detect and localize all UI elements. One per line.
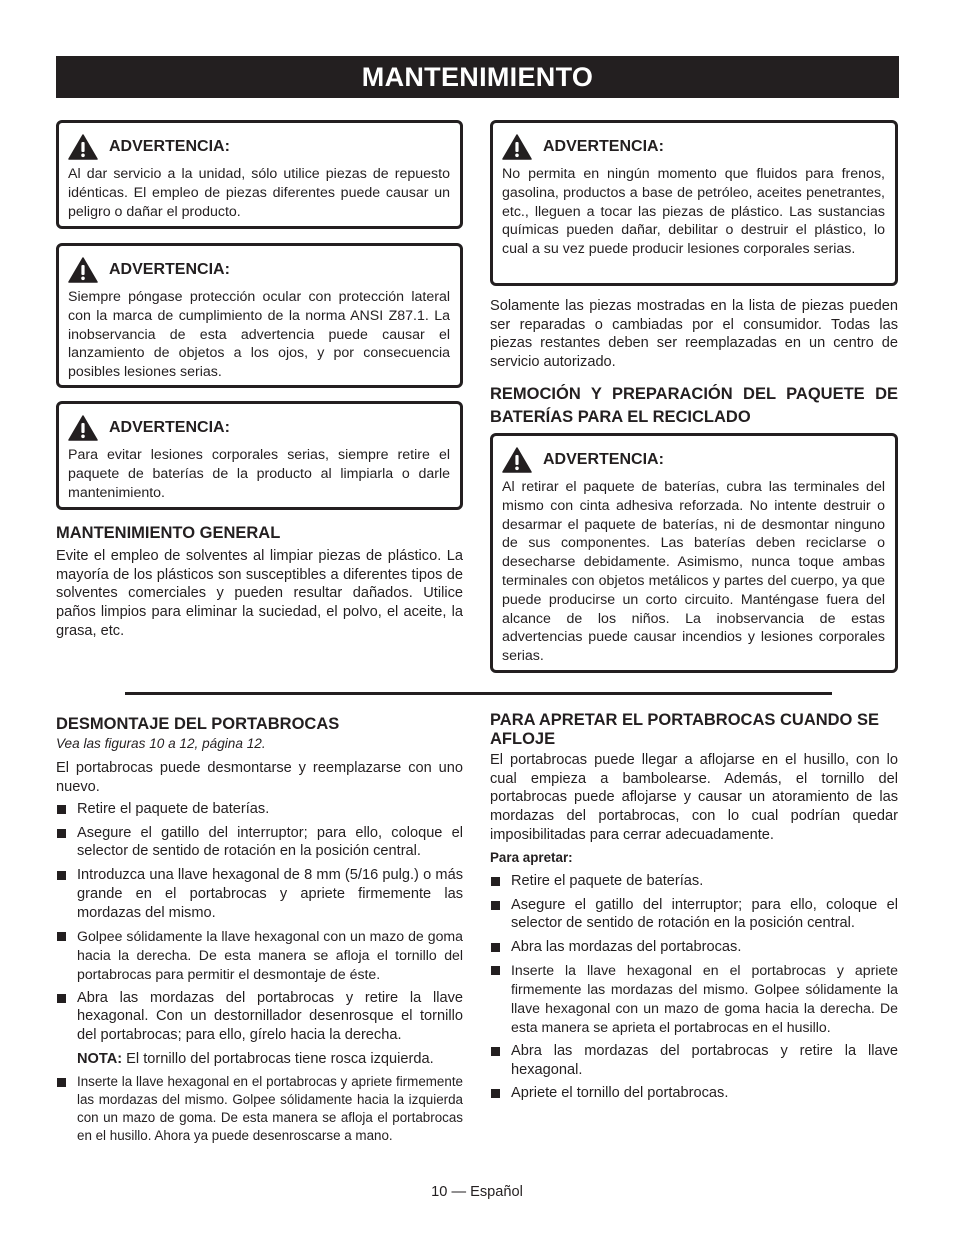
note-label: NOTA: — [77, 1050, 123, 1067]
list-item: Inserte la llave hexagonal en el portabrocas y apriete firmemente las mordazas del mismo. Golpee sólidamente hacia la izquierda con un mazo de goma. De esta manera se afloja el portabrocas en el husillo. Ahora ya puede desenroscarse a mano. — [56, 1073, 463, 1145]
page-title: MANTENIMIENTO — [56, 56, 899, 98]
list-item: Introduzca una llave hexagonal de 8 mm (5/16 pulg.) o más grande en el portabrocas y apriete firmemente las mordazas del mismo. — [56, 866, 463, 923]
warning-triangle-icon — [502, 447, 532, 473]
list-item: Inserte la llave hexagonal en el portabrocas y apriete firmemente las mordazas del mismo. Golpee sólidamente la llave hexagonal con un mazo de goma hacia la derecha. De esta manera se aprieta el portabrocas en el husillo. — [490, 961, 898, 1037]
warning-label: ADVERTENCIA: — [109, 138, 230, 155]
warning-box-remove-battery — [56, 401, 463, 510]
replaceable-parts-text: Solamente las piezas mostradas en la lista de piezas pueden ser reparadas o cambiadas por el consumidor. Todas las piezas restantes deben ser reemplazadas en un centro de servicio autorizado. — [490, 298, 898, 370]
chuck-removal-heading: DESMONTAJE DEL PORTABROCAS — [56, 715, 340, 733]
warning-header — [502, 133, 885, 161]
chuck-removal-intro: El portabrocas puede desmontarse y reemplazarse con uno nuevo. — [56, 760, 463, 795]
list-item: Abra las mordazas del portabrocas. — [490, 938, 898, 957]
note-item — [56, 1050, 463, 1069]
warning-text: Al retirar el paquete de baterías, cubra las terminales del mismo con cinta adhesiva reforzada. No intente destruir o desarmar el paquete de baterías, ni de desmontar ninguno de sus componentes. Las baterías deben reciclarse o desecharse debidamente. Asimismo, nunca toque ambas terminales con objetos metálicos y partes del cuerpo, ya que puede producirse un corto circuito. Manténgase fuera del alcance de los niños. La inobservancia de estas advertencias puede causar incendios y lesiones corporales serias. — [502, 479, 885, 665]
warning-header — [68, 414, 450, 442]
warning-box-eye-protection — [56, 243, 463, 388]
warning-label: ADVERTENCIA: — [109, 261, 230, 278]
list-item: Abra las mordazas del portabrocas y retire la llave hexagonal. — [490, 1042, 898, 1080]
section-divider — [125, 692, 832, 695]
battery-recycling-heading: REMOCIÓN Y PREPARACIÓN DEL PAQUETE DE BATERÍAS PARA EL RECICLADO — [490, 385, 898, 426]
warning-text: Siempre póngase protección ocular con protección lateral con la marca de cumplimiento de la norma ANSI Z87.1. La inobservancia de esta advertencia puede causar el lanzamiento de objetos a los ojos, y por consecuencia posibles lesiones serias. — [68, 289, 450, 381]
page-footer: 10 — Español — [431, 1184, 523, 1200]
warning-label: ADVERTENCIA: — [543, 451, 664, 468]
list-item: Retire el paquete de baterías. — [56, 800, 463, 819]
list-item: Abra las mordazas del portabrocas y retire la llave hexagonal. Con un destornillador desenrosque el tornillo del portabrocas; para ello, gírelo hacia la derecha. — [56, 989, 463, 1046]
figure-reference: Vea las figuras 10 a 12, página 12. — [56, 736, 266, 751]
tighten-subheading: Para apretar: — [490, 850, 573, 865]
general-maintenance-heading: MANTENIMIENTO GENERAL — [56, 524, 281, 542]
warning-box-replacement-parts — [56, 120, 463, 229]
warning-box-fluids — [490, 120, 898, 286]
chuck-tighten-steps — [490, 872, 898, 1108]
warning-label: ADVERTENCIA: — [543, 138, 664, 155]
list-item: Asegure el gatillo del interruptor; para ello, coloque el selector de sentido de rotación en la posición central. — [490, 896, 898, 934]
warning-text: No permita en ningún momento que fluidos para frenos, gasolina, productos a base de petróleo, aceites penetrantes, etc., lleguen a tocar las piezas de plástico. Las sustancias químicas pueden dañar, debilitar o destruir el plástico, lo cual a su vez puede producir lesiones corporales serias. — [502, 166, 885, 258]
general-maintenance-text: Evite el empleo de solventes al limpiar piezas de plástico. La mayoría de los plásticos son susceptibles a diferentes tipos de solventes comerciales y pueden resultar dañados. Utilice paños limpios para eliminar la suciedad, el polvo, el aceite, la grasa, etc. — [56, 548, 463, 639]
warning-triangle-icon — [68, 134, 98, 160]
chuck-removal-steps — [56, 800, 463, 1150]
note-text: El tornillo del portabrocas tiene rosca izquierda. — [122, 1050, 434, 1067]
warning-text: Para evitar lesiones corporales serias, siempre retire el paquete de baterías de la producto al limpiarla o darle mantenimiento. — [68, 447, 450, 501]
warning-triangle-icon — [68, 257, 98, 283]
warning-box-battery-recycling — [490, 433, 898, 673]
warning-label: ADVERTENCIA: — [109, 419, 230, 436]
list-item: Golpee sólidamente la llave hexagonal con un mazo de goma hacia la derecha. De esta manera se afloja el tornillo del portabrocas para permitir el desmontaje de éste. — [56, 927, 463, 984]
warning-header — [68, 133, 450, 161]
warning-text: Al dar servicio a la unidad, sólo utilice piezas de repuesto idénticas. El empleo de piezas diferentes puede causar un peligro o dañar el producto. — [68, 166, 450, 220]
chuck-tighten-heading: PARA APRETAR EL PORTABROCAS CUANDO SE AFLOJE — [490, 711, 879, 748]
list-item: Apriete el tornillo del portabrocas. — [490, 1084, 898, 1103]
warning-header — [502, 446, 885, 474]
warning-triangle-icon — [68, 415, 98, 441]
warning-header — [68, 256, 450, 284]
list-item: Asegure el gatillo del interruptor; para ello, coloque el selector de sentido de rotación en la posición central. — [56, 824, 463, 862]
warning-triangle-icon — [502, 134, 532, 160]
chuck-tighten-intro: El portabrocas puede llegar a aflojarse en el husillo, con lo cual empieza a bambolearse. Además, el tornillo del portabrocas puede aflojarse y causar un atoramiento de las mordazas del portabrocas, con lo cual podrían quedar imposibilitadas para cerrar adecuadamente. — [490, 752, 898, 843]
list-item: Retire el paquete de baterías. — [490, 872, 898, 891]
